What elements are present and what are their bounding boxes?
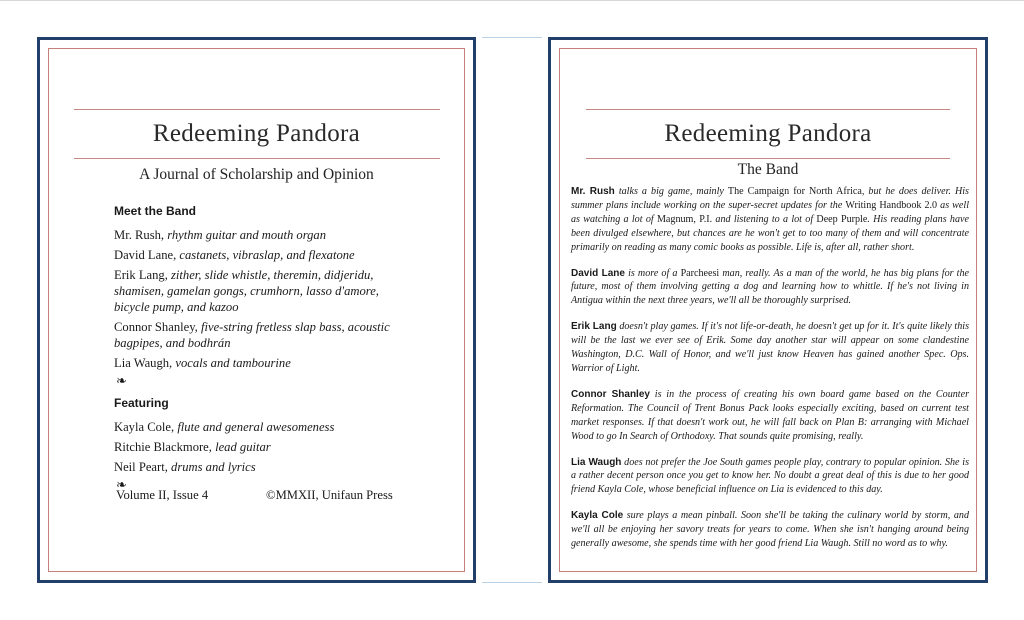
member-name: Kayla Cole, [114,420,178,434]
copyright-notice: ©MMXII, Unifaun Press [266,488,393,502]
right-page-subtitle: The Band [737,161,799,178]
bio-text: man, really. As a man of the world, he has big plans for the future, most of them involving getting a dog and learning how to whittle. If he's not living in Antigua within the next three years, we'll all be thoroughly surprised. [571,267,969,307]
bio-name: Mr. Rush [571,186,615,197]
bio-name: Erik Lang [571,321,617,333]
bio-paragraph [571,456,969,498]
bio-name: Lia Waugh [571,456,622,468]
band-bios [571,185,969,563]
spread-gutter-bottom [482,582,542,583]
left-title-rule-top [74,109,440,110]
featuring-list [114,419,414,475]
member-role: zither, slide whistle, theremin, didjeridu, shamisen, gamelan gongs, crumhorn, lasso d'amore, bicycle pump, and kazoo [114,268,379,314]
right-page-title: Redeeming Pandora [664,120,872,147]
bio-paragraph [571,185,969,255]
bio-text: Writing Handbook 2.0 [845,199,938,211]
left-title-rule-bottom [74,158,440,159]
volume-issue: Volume II, Issue 4 [116,488,209,502]
member-entry [114,247,414,263]
left-page-subtitle: A Journal of Scholarship and Opinion [139,166,374,183]
bio-text: and listening to a lot of [712,213,817,225]
bio-text: doesn't play games. If it's not life-or-death, he doesn't get up for it. It's quite likely this will be the last we ever see of Erik. Some day another star will appear on some clandestine Washington, D.C. Wall of Honor, and we'll just know Heaven has gained another Spec. Ops. Warrior of Light. [571,321,969,374]
spread-gutter-top [482,37,542,38]
member-name: Neil Peart, [114,460,172,474]
fleuron-ornament-icon: ❧ [116,477,127,492]
fleuron-ornament-icon: ❧ [116,373,127,388]
bio-text: Parcheesi [680,267,720,279]
bio-text: is more of a [624,267,681,279]
band-member-list [114,227,414,371]
left-page-footer [116,488,436,503]
bio-text: is in the process of creating his own board game based on the Counter Reformation. The Council of Trent Bonus Pack looks especially exciting, based on current test market responses. If that doesn't work out, he will fall back on Plan B: arranging with Michael Wood to go In Search of Orthodoxy. That sounds quite promising, really. [571,388,969,442]
bio-text: . His reading plans have been divulged elsewhere, but chances are he won't get to too many of them and will concentrate primarily on reading as many comic books as possible. Life is, after all, rather short. [571,213,969,253]
member-role: castanets, vibraslap, and flexatone [179,248,355,262]
bio-name: Connor Shanley [571,388,650,400]
member-name: Connor Shanley, [114,320,201,334]
bio-text: The Campaign for North Africa [727,186,862,197]
member-entry [114,439,414,455]
bio-paragraph [571,320,969,376]
bio-text: as well as watching a lot of [571,199,969,225]
left-page-title: Redeeming Pandora [152,120,361,147]
member-entry [114,419,414,435]
member-entry [114,355,414,371]
bio-name: David Lane [571,267,625,279]
bio-text: Magnum, P.I. [656,213,713,225]
member-name: Erik Lang, [114,268,172,282]
member-name: Lia Waugh, [114,356,176,370]
right-title-rule-top [586,109,950,110]
member-entry [114,227,414,243]
member-role: vocals and tambourine [175,356,291,370]
bio-paragraph [571,388,969,444]
member-role: five-string fretless slap bass, acoustic bagpipes, and bodhrán [114,320,390,350]
member-name: Mr. Rush, [114,228,168,242]
member-name: David Lane, [114,248,180,262]
bio-text: , but he does deliver. His summer plans include working on the super-secret updates for the [571,186,969,211]
member-role: drums and lyrics [171,460,256,474]
bio-paragraph [571,267,969,309]
bio-text: sure plays a mean pinball. Soon she'll be taking the culinary world by storm, and we'll all be enjoying her savory treats for years to come. When she isn't hanging around being generally awesome, she spends time with her good friend Lia Waugh. Still no word as to why. [571,510,969,550]
member-role: lead guitar [215,440,271,454]
right-title-rule-bottom [586,158,950,159]
bio-text: Deep Purple [816,213,868,225]
member-role: rhythm guitar and mouth organ [167,228,327,242]
bio-paragraph [571,509,969,551]
window-top-border [0,0,1024,1]
member-name: Ritchie Blackmore, [114,440,216,454]
bio-name: Kayla Cole [571,510,624,522]
left-page-content [114,203,414,499]
meet-the-band-heading: Meet the Band [114,204,197,218]
member-entry [114,319,414,351]
bio-text: talks a big game, mainly [614,186,728,197]
featuring-heading: Featuring [114,396,169,410]
bio-text: does not prefer the Joe South games people play, contrary to popular opinion. She is a rather decent person once you get to know her. No doubt a great deal of this is due to her good friend Kayla Cole, whose beneficial influence on Lia is evidenced to this day. [571,456,970,496]
member-entry [114,459,414,475]
member-entry [114,267,414,315]
member-role: flute and general awesomeness [177,420,335,434]
